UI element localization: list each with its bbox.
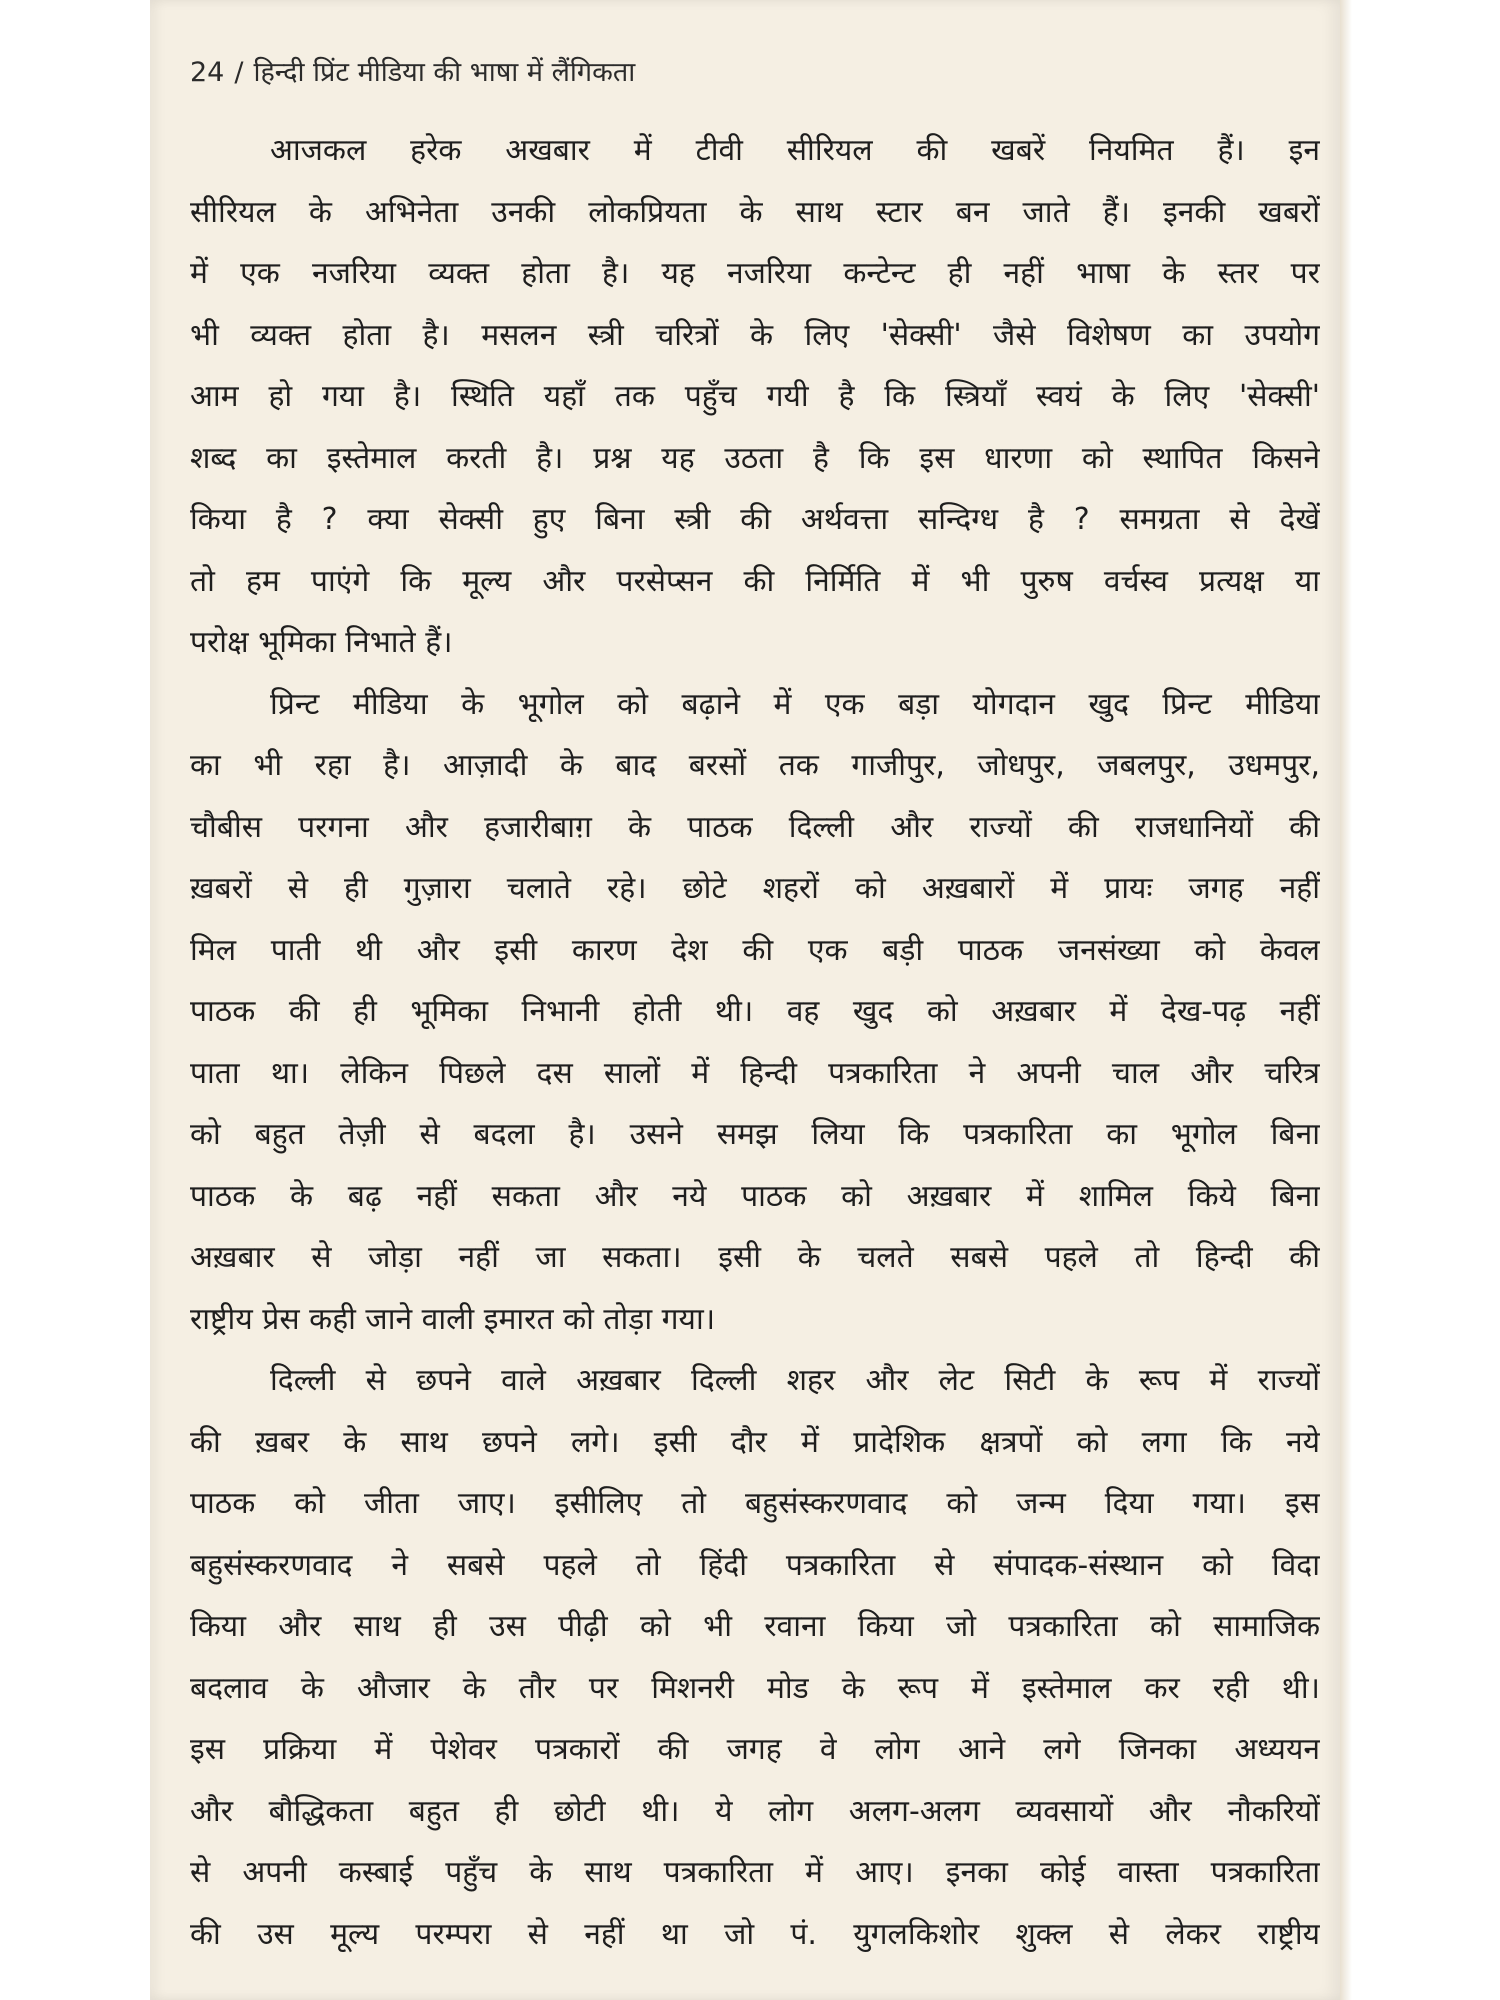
text-line: पाता था। लेकिन पिछले दस सालों में हिन्दी पत्रकारिता ने अपनी चाल और चरित्र [190,1055,1320,1091]
text-line: की उस मूल्य परम्परा से नहीं था जो पं. युगलकिशोर शुक्ल से लेकर राष्ट्रीय [190,1916,1320,1952]
paragraph-2 [190,674,1320,1351]
text-line: दिल्ली से छपने वाले अख़बार दिल्ली शहर और लेट सिटी के रूप में राज्यों [270,1363,1320,1398]
text-line: आम हो गया है। स्थिति यहाँ तक पहुँच गयी है कि स्त्रियाँ स्वयं के लिए 'सेक्सी' [190,379,1320,414]
text-line: पाठक की ही भूमिका निभानी होती थी। वह खुद को अख़बार में देख-पढ़ नहीं [190,994,1320,1029]
text-line: पाठक को जीता जाए। इसीलिए तो बहुसंस्करणवाद को जन्म दिया गया। इस [190,1486,1320,1521]
body-text [190,120,1320,1965]
page-number: 24 [190,57,225,88]
text-line: राष्ट्रीय प्रेस कही जाने वाली इमारत को तोड़ा गया। [190,1301,716,1337]
paragraph-1 [190,120,1320,674]
text-line: को बहुत तेज़ी से बदला है। उसने समझ लिया कि पत्रकारिता का भूगोल बिना [190,1117,1320,1152]
page-edge [1340,0,1352,2000]
text-line: से अपनी कस्बाई पहुँच के साथ पत्रकारिता में आए। इनका कोई वास्ता पत्रकारिता [190,1855,1320,1890]
text-line: की ख़बर के साथ छपने लगे। इसी दौर में प्रादेशिक क्षत्रपों को लगा कि नये [190,1424,1320,1460]
text-line: का भी रहा है। आज़ादी के बाद बरसों तक गाजीपुर, जोधपुर, जबलपुर, उधमपुर, [190,748,1320,783]
text-line: अख़बार से जोड़ा नहीं जा सकता। इसी के चलते सबसे पहले तो हिन्दी की [190,1240,1320,1275]
text-line: किया है ? क्या सेक्सी हुए बिना स्त्री की अर्थवत्ता सन्दिग्ध है ? समग्रता से देखें [190,502,1320,537]
text-line: आजकल हरेक अखबार में टीवी सीरियल की खबरें नियमित हैं। इन [270,133,1320,168]
running-header [190,52,635,92]
text-line: मिल पाती थी और इसी कारण देश की एक बड़ी पाठक जनसंख्या को केवल [190,932,1320,968]
text-line: में एक नजरिया व्यक्त होता है। यह नजरिया कन्टेन्ट ही नहीं भाषा के स्तर पर [190,256,1320,291]
text-line: ख़बरों से ही गुज़ारा चलाते रहे। छोटे शहरों को अख़बारों में प्रायः जगह नहीं [190,871,1320,906]
text-line: प्रिन्ट मीडिया के भूगोल को बढ़ाने में एक बड़ा योगदान खुद प्रिन्ट मीडिया [270,686,1320,722]
text-line: तो हम पाएंगे कि मूल्य और परसेप्सन की निर्मिति में भी पुरुष वर्चस्व प्रत्यक्ष या [190,563,1320,599]
text-line: सीरियल के अभिनेता उनकी लोकप्रियता के साथ स्टार बन जाते हैं। इनकी खबरों [190,194,1320,230]
text-line: शब्द का इस्तेमाल करती है। प्रश्न यह उठता है कि इस धारणा को स्थापित किसने [190,440,1320,476]
header-separator: / [234,57,244,88]
text-line: पाठक के बढ़ नहीं सकता और नये पाठक को अख़बार में शामिल किये बिना [190,1178,1320,1214]
paragraph-3 [190,1350,1320,1965]
text-line: भी व्यक्त होता है। मसलन स्त्री चरित्रों के लिए 'सेक्सी' जैसे विशेषण का उपयोग [190,317,1320,353]
text-line: और बौद्धिकता बहुत ही छोटी थी। ये लोग अलग-अलग व्यवसायों और नौकरियों [190,1793,1320,1829]
text-line: परोक्ष भूमिका निभाते हैं। [190,625,453,660]
text-line: किया और साथ ही उस पीढ़ी को भी रवाना किया जो पत्रकारिता को सामाजिक [190,1609,1320,1644]
text-line: चौबीस परगना और हजारीबाग़ के पाठक दिल्ली और राज्यों की राजधानियों की [190,809,1320,845]
book-page [150,0,1340,2000]
running-title: हिन्दी प्रिंट मीडिया की भाषा में लैंगिकता [253,57,636,88]
text-line: बदलाव के औजार के तौर पर मिशनरी मोड के रूप में इस्तेमाल कर रही थी। [190,1670,1320,1706]
text-line: इस प्रक्रिया में पेशेवर पत्रकारों की जगह वे लोग आने लगे जिनका अध्ययन [190,1732,1320,1767]
text-line: बहुसंस्करणवाद ने सबसे पहले तो हिंदी पत्रकारिता से संपादक-संस्थान को विदा [190,1547,1320,1583]
